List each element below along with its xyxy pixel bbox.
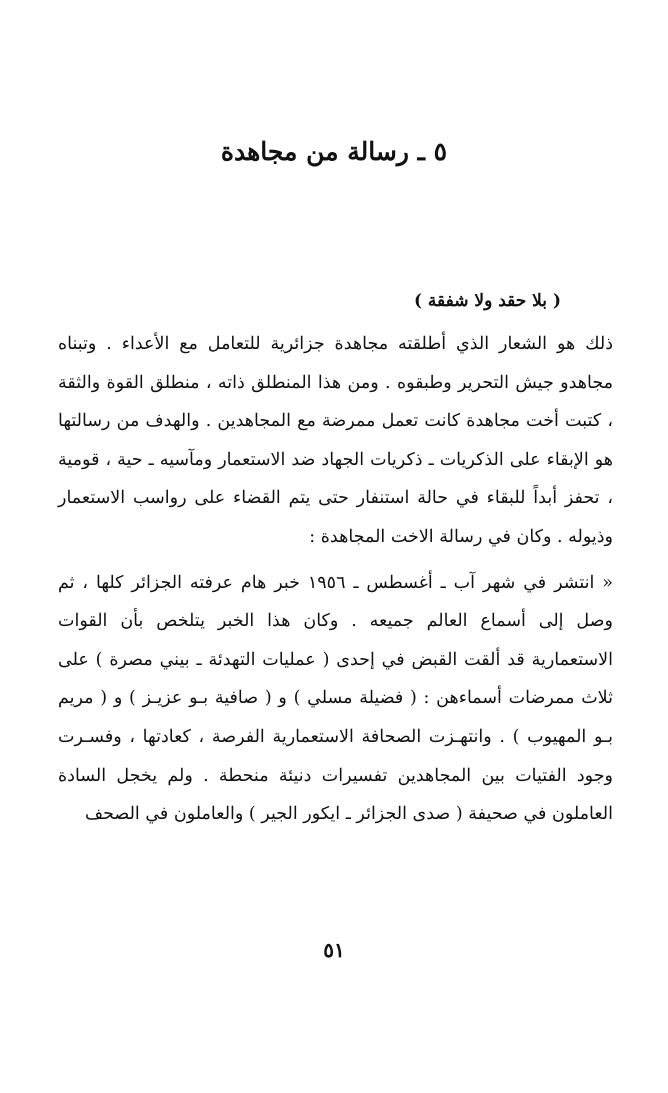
chapter-title: ٥ ـ رسالة من مجاهدة xyxy=(220,137,448,166)
paragraph-letter: « انتشر في شهر آب ـ أغسطس ـ ١٩٥٦ خبر هام عرفته الجزائر كلها ، ثم وصل إلى أسماع العالم جميعه . وكان هذا الخبر يتلخص بأن القوات الاستعمارية قد ألقت القبض في إحدى ( عمليات التهدئة ـ بيني مصرة ) على ثلاث ممرضات أسماءهن : ( فضيلة مسلي ) و ( صافية بـو عزيـز ) و ( مريم بـو المهيوب ) . وانتهـزت الصحافة الاستعمارية الفرصة ، كعادتها ، وفسـرت وجود الفتيات بين المجاهدين تفسيرات دنيئة منحطة . ولم يخجل السادة العاملون في صحيفة ( صدى الجزائر ـ ايكور الجير ) والعاملون في الصحف xyxy=(58,572,613,825)
section-subtitle: ( بلا حقد ولا شفقة ) xyxy=(413,291,561,311)
text-block xyxy=(58,282,613,841)
page-number: ٥١ xyxy=(323,938,345,962)
paragraph-intro: ذلك هو الشعار الذي أطلقته مجاهدة جزائرية للتعامل مع الأعداء . وتبناه مجاهدو جيش التحرير وطبقوه . ومن هذا المنطلق ذاته ، منطلق القوة والثقة ، كتبت أخت مجاهدة كانت تعمل ممرضة مع المجاهدين . والهدف من رسالتها هو الإبقاء على الذكريات ـ ذكريات الجهاد ضد الاستعمار ومآسيه ـ حية ، قومية ، تحفز أبداً للبقاء في حالة استنفار حتى يتم القضاء على رواسب الاستعمار وذيوله . وكان في رسالة الاخت المجاهدة : xyxy=(58,334,613,547)
